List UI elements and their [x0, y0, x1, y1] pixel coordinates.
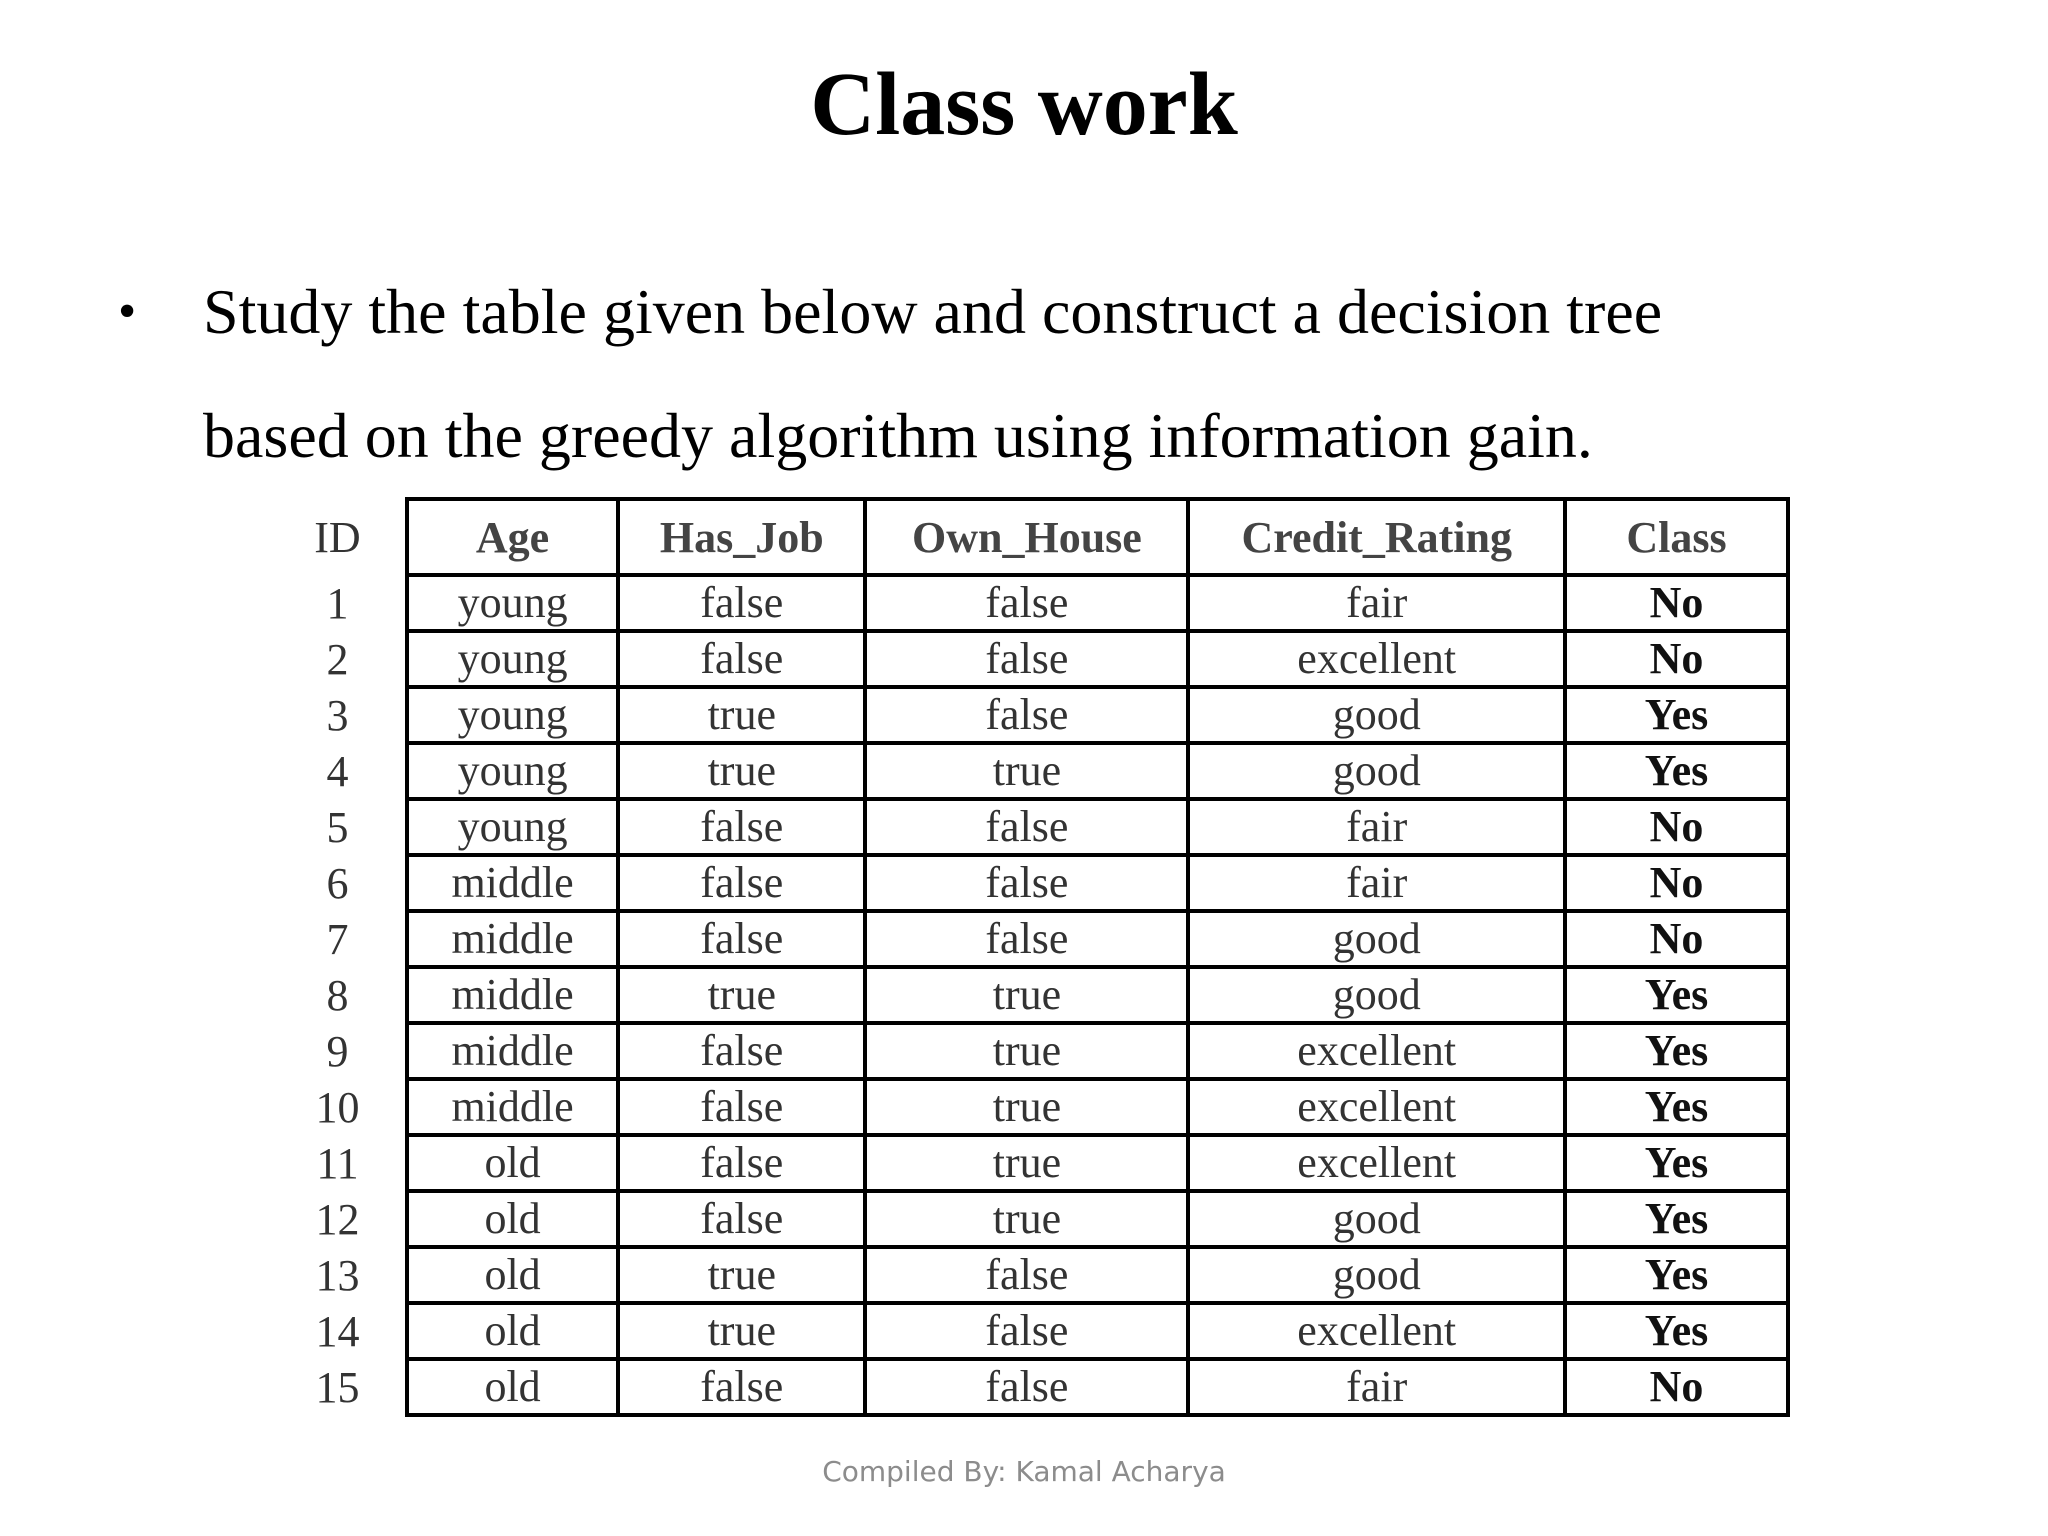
- cell-credit-rating: good: [1188, 687, 1565, 743]
- cell-class: Yes: [1565, 1079, 1788, 1135]
- table-row: [407, 631, 1788, 687]
- cell-credit-rating: good: [1188, 911, 1565, 967]
- cell-class: Yes: [1565, 1303, 1788, 1359]
- cell-class: No: [1565, 631, 1788, 687]
- cell-class: Yes: [1565, 1135, 1788, 1191]
- cell-own-house: false: [865, 631, 1188, 687]
- table-row: [407, 1135, 1788, 1191]
- cell-age: young: [407, 575, 618, 631]
- cell-class: No: [1565, 799, 1788, 855]
- table-row: [407, 967, 1788, 1023]
- cell-own-house: false: [865, 1359, 1188, 1415]
- cell-credit-rating: excellent: [1188, 1303, 1565, 1359]
- cell-own-house: false: [865, 687, 1188, 743]
- table-row: [407, 1023, 1788, 1079]
- cell-age: middle: [407, 1023, 618, 1079]
- cell-credit-rating: fair: [1188, 1359, 1565, 1415]
- cell-has-job: false: [618, 911, 865, 967]
- cell-own-house: false: [865, 575, 1188, 631]
- cell-own-house: true: [865, 1023, 1188, 1079]
- cell-credit-rating: excellent: [1188, 1023, 1565, 1079]
- footer-credit: Compiled By: Kamal Acharya: [822, 1455, 1226, 1488]
- cell-class: Yes: [1565, 687, 1788, 743]
- cell-has-job: true: [618, 967, 865, 1023]
- cell-own-house: true: [865, 1135, 1188, 1191]
- cell-has-job: false: [618, 1079, 865, 1135]
- cell-credit-rating: fair: [1188, 855, 1565, 911]
- data-table: [405, 497, 1790, 1417]
- cell-age: middle: [407, 967, 618, 1023]
- cell-has-job: false: [618, 1023, 865, 1079]
- cell-own-house: false: [865, 855, 1188, 911]
- cell-own-house: true: [865, 1191, 1188, 1247]
- cell-credit-rating: fair: [1188, 799, 1565, 855]
- bullet-line-1: Study the table given below and construct a decision tree: [203, 276, 1663, 347]
- table-row: [407, 855, 1788, 911]
- cell-class: No: [1565, 855, 1788, 911]
- table-row: [407, 1247, 1788, 1303]
- cell-credit-rating: good: [1188, 743, 1565, 799]
- table-row: [407, 687, 1788, 743]
- cell-age: old: [407, 1303, 618, 1359]
- table-header-row: [407, 499, 1788, 575]
- row-id: 14: [315, 1307, 360, 1356]
- table-row: [407, 1303, 1788, 1359]
- table-row: [407, 743, 1788, 799]
- row-id: 8: [326, 971, 349, 1020]
- cell-has-job: true: [618, 1247, 865, 1303]
- cell-age: middle: [407, 855, 618, 911]
- cell-class: No: [1565, 575, 1788, 631]
- cell-age: old: [407, 1247, 618, 1303]
- cell-credit-rating: good: [1188, 967, 1565, 1023]
- bullet-line-2: based on the greedy algorithm using information gain.: [203, 400, 1593, 471]
- cell-credit-rating: excellent: [1188, 1079, 1565, 1135]
- slide-title: Class work: [810, 55, 1238, 154]
- cell-credit-rating: excellent: [1188, 1135, 1565, 1191]
- row-id: 9: [326, 1027, 349, 1076]
- cell-age: old: [407, 1191, 618, 1247]
- id-column: [290, 500, 385, 1416]
- row-id: 13: [315, 1251, 360, 1300]
- row-id: 10: [315, 1083, 360, 1132]
- cell-has-job: true: [618, 1303, 865, 1359]
- row-id: 7: [326, 915, 349, 964]
- cell-age: middle: [407, 911, 618, 967]
- cell-age: middle: [407, 1079, 618, 1135]
- cell-credit-rating: good: [1188, 1247, 1565, 1303]
- cell-has-job: false: [618, 1191, 865, 1247]
- cell-class: Yes: [1565, 1023, 1788, 1079]
- header-credit-rating: Credit_Rating: [1188, 499, 1565, 575]
- cell-age: young: [407, 743, 618, 799]
- cell-own-house: true: [865, 1079, 1188, 1135]
- cell-credit-rating: good: [1188, 1191, 1565, 1247]
- table-row: [407, 1191, 1788, 1247]
- header-own-house: Own_House: [865, 499, 1188, 575]
- cell-age: old: [407, 1359, 618, 1415]
- cell-has-job: true: [618, 743, 865, 799]
- cell-credit-rating: excellent: [1188, 631, 1565, 687]
- bullet-icon: •: [118, 283, 137, 340]
- id-header: ID: [314, 513, 361, 562]
- cell-has-job: false: [618, 1135, 865, 1191]
- cell-class: No: [1565, 1359, 1788, 1415]
- cell-own-house: false: [865, 1247, 1188, 1303]
- cell-has-job: false: [618, 855, 865, 911]
- cell-class: Yes: [1565, 967, 1788, 1023]
- cell-own-house: false: [865, 799, 1188, 855]
- cell-own-house: true: [865, 967, 1188, 1023]
- bullet-text: [203, 250, 1973, 498]
- cell-age: old: [407, 1135, 618, 1191]
- cell-own-house: false: [865, 1303, 1188, 1359]
- cell-age: young: [407, 799, 618, 855]
- table-row: [407, 1079, 1788, 1135]
- cell-own-house: true: [865, 743, 1188, 799]
- cell-has-job: false: [618, 631, 865, 687]
- row-id: 4: [326, 747, 349, 796]
- row-id: 3: [326, 691, 349, 740]
- cell-class: Yes: [1565, 743, 1788, 799]
- cell-credit-rating: fair: [1188, 575, 1565, 631]
- cell-own-house: false: [865, 911, 1188, 967]
- table-row: [407, 799, 1788, 855]
- cell-has-job: false: [618, 575, 865, 631]
- header-class: Class: [1565, 499, 1788, 575]
- table-row: [407, 911, 1788, 967]
- cell-age: young: [407, 687, 618, 743]
- row-id: 15: [315, 1363, 360, 1412]
- cell-has-job: false: [618, 799, 865, 855]
- cell-class: Yes: [1565, 1247, 1788, 1303]
- cell-has-job: false: [618, 1359, 865, 1415]
- cell-class: Yes: [1565, 1191, 1788, 1247]
- cell-age: young: [407, 631, 618, 687]
- cell-class: No: [1565, 911, 1788, 967]
- row-id: 12: [315, 1195, 360, 1244]
- table-row: [407, 575, 1788, 631]
- row-id: 2: [326, 635, 349, 684]
- table-row: [407, 1359, 1788, 1415]
- row-id: 6: [326, 859, 349, 908]
- header-has-job: Has_Job: [618, 499, 865, 575]
- cell-has-job: true: [618, 687, 865, 743]
- row-id: 11: [316, 1139, 359, 1188]
- row-id: 1: [326, 579, 349, 628]
- header-age: Age: [407, 499, 618, 575]
- row-id: 5: [326, 803, 349, 852]
